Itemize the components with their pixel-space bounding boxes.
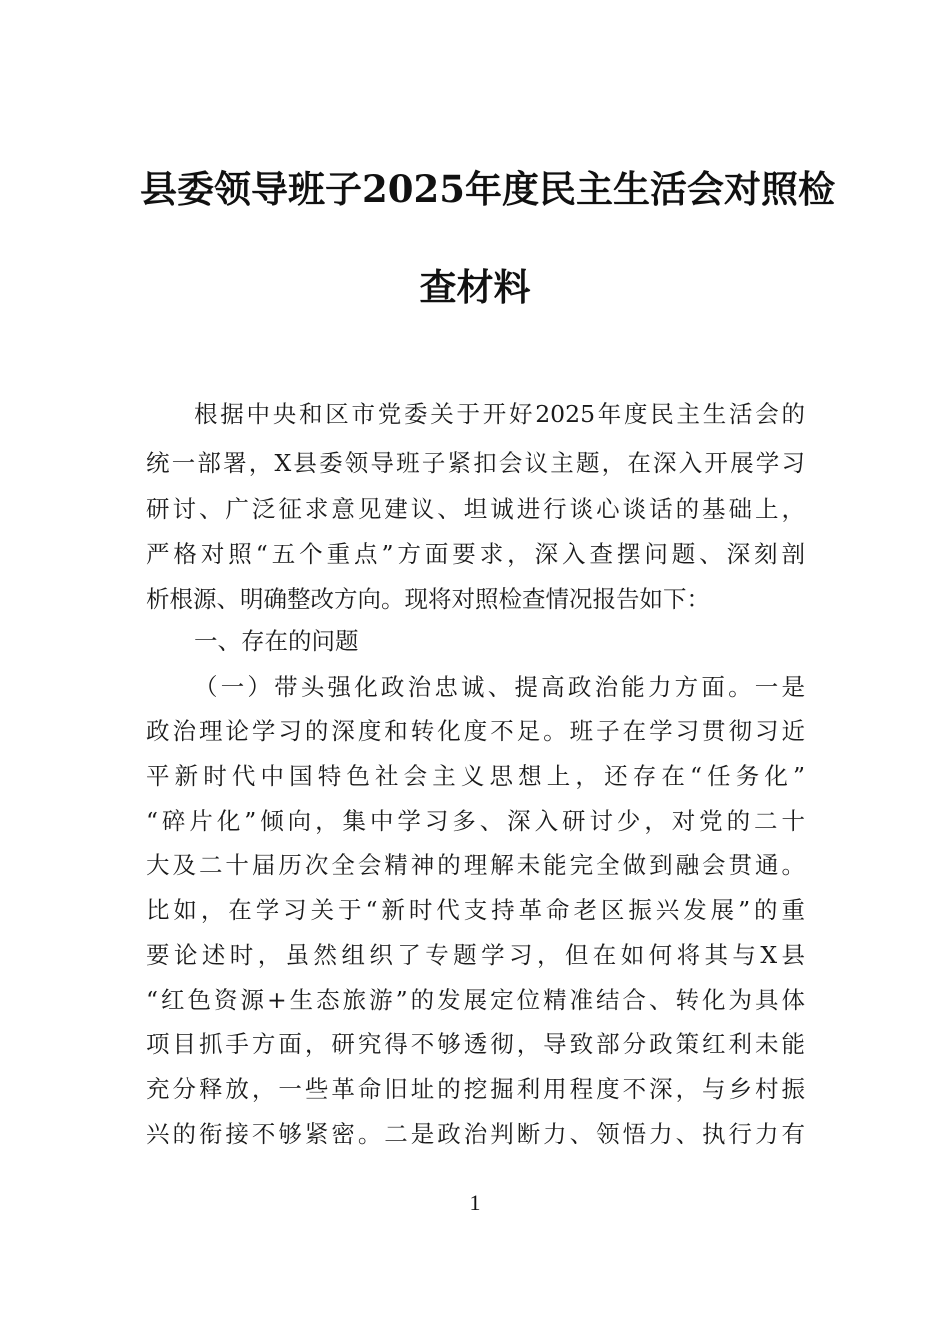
document-title-line-1: 县委领导班子2025年度民主生活会对照检 (140, 167, 835, 211)
intro-line-4: 严格对照“五个重点”方面要求，深入查摆问题、深刻剖 (146, 540, 805, 568)
section-line-5: 大及二十届历次全会精神的理解未能完全做到融会贯通。 (146, 851, 805, 879)
section-line-9: 项目抓手方面，研究得不够透彻，导致部分政策红利未能 (146, 1030, 805, 1058)
section-line-4: “碎片化”倾向，集中学习多、深入研讨少，对党的二十 (146, 807, 805, 835)
section-line-11: 兴的衔接不够紧密。二是政治判断力、领悟力、执行力有 (146, 1120, 805, 1148)
intro-line-2: 统一部署，X县委领导班子紧扣会议主题，在深入开展学习 (146, 449, 805, 477)
section-line-2: 政治理论学习的深度和转化度不足。班子在学习贯彻习近 (146, 717, 805, 745)
section-line-7: 要论述时，虽然组织了专题学习，但在如何将其与X县 (146, 941, 805, 969)
section-line-10: 充分释放，一些革命旧址的挖掘利用程度不深，与乡村振 (146, 1075, 805, 1103)
section-line-1: （一）带头强化政治忠诚、提高政治能力方面。一是 (194, 673, 805, 701)
page-number: 1 (469, 1190, 481, 1215)
intro-line-1: 根据中央和区市党委关于开好2025年度民主生活会的 (194, 400, 805, 428)
section-line-3: 平新时代中国特色社会主义思想上，还存在“任务化” (146, 762, 805, 790)
section-line-6: 比如，在学习关于“新时代支持革命老区振兴发展”的重 (146, 896, 805, 924)
section-line-8: “红色资源+生态旅游”的发展定位精准结合、转化为具体 (146, 986, 805, 1014)
intro-line-5: 析根源、明确整改方向。现将对照检查情况报告如下： (146, 585, 710, 613)
section-heading: 一、存在的问题 (194, 627, 359, 655)
intro-line-3: 研讨、广泛征求意见建议、坦诚进行谈心谈话的基础上， (146, 495, 805, 523)
document-title-line-2: 查材料 (419, 265, 531, 309)
